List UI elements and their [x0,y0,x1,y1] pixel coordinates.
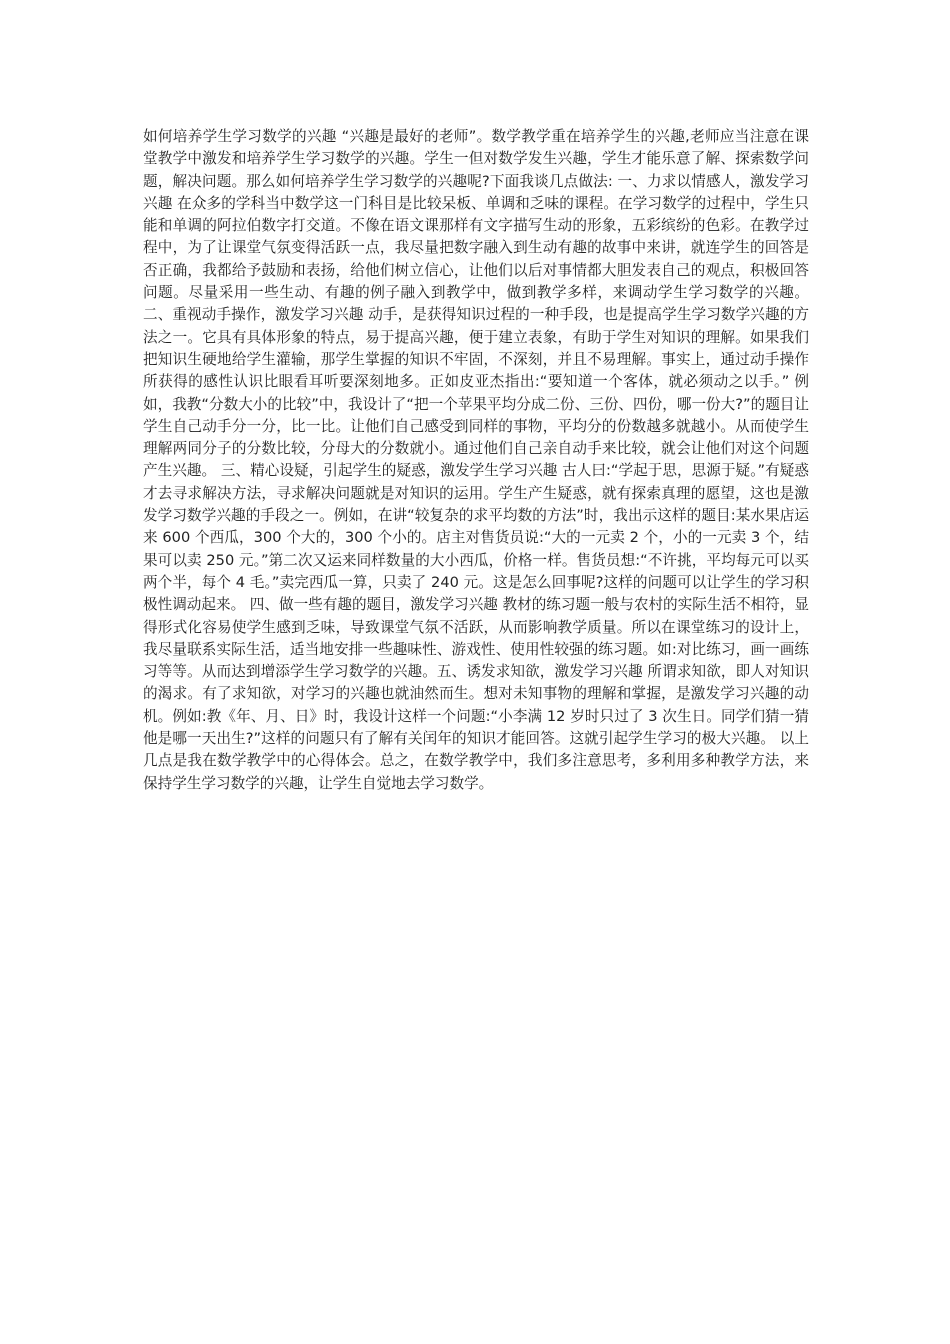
body-paragraph: 如何培养学生学习数学的兴趣 “兴趣是最好的老师”。数学教学重在培养学生的兴趣,老师应当注意在课堂教学中激发和培养学生学习数学的兴趣。学生一但对数学发生兴趣，学生才能乐意了解、探索数学问题，解决问题。那么如何培养学生学习数学的兴趣呢?下面我谈几点做法: 一、力求以情感人，激发学习兴趣 在众多的学科当中数学这一门科目是比较呆板、单调和乏味的课程。在学习数学的过程中，学生只能和单调的阿拉伯数字打交道。不像在语文课那样有文字描写生动的形象，五彩缤纷的色彩。在教学过程中，为了让课堂气氛变得活跃一点，我尽量把数字融入到生动有趣的故事中来讲，就连学生的回答是否正确，我都给予鼓励和表扬，给他们树立信心，让他们以后对事情都大胆发表自己的观点，积极回答问题。尽量采用一些生动、有趣的例子融入到教学中，做到教学多样，来调动学生学习数学的兴趣。二、重视动手操作，激发学习兴趣 动手，是获得知识过程的一种手段，也是提高学生学习数学兴趣的方法之一。它具有具体形象的特点，易于提高兴趣，便于建立表象，有助于学生对知识的理解。如果我们把知识生硬地给学生灌输，那学生掌握的知识不牢固，不深刻，并且不易理解。事实上，通过动手操作所获得的感性认识比眼看耳听要深刻地多。正如皮亚杰指出:“要知道一个客体，就必须动之以手。” 例如，我教“分数大小的比较”中，我设计了“把一个苹果平均分成二份、三份、四份，哪一份大?”的题目让学生自己动手分一分，比一比。让他们自己感受到同样的事物，平均分的份数越多就越小。从而使学生理解两同分子的分数比较，分母大的分数就小。通过他们自己亲自动手来比较，就会让他们对这个问题产生兴趣。 三、精心设疑，引起学生的疑惑，激发学生学习兴趣 古人曰:“学起于思，思源于疑。”有疑惑才去寻求解决方法，寻求解决问题就是对知识的运用。学生产生疑惑，就有探索真理的愿望，这也是激发学习数学兴趣的手段之一。例如，在讲“较复杂的求平均数的方法”时，我出示这样的题目:某水果店运来 600 个西瓜，300 个大的，300 个小的。店主对售货员说:“大的一元卖 2 个，小的一元卖 3 个，结果可以卖 250 元。”第二次又运来同样数量的大小西瓜，价格一样。售货员想:“不许挑，平均每元可以买两个半，每个 4 毛。”卖完西瓜一算，只卖了 240 元。这是怎么回事呢?这样的问题可以让学生的学习积极性调动起来。 四、做一些有趣的题目，激发学习兴趣 教材的练习题一般与农村的实际生活不相符，显得形式化容易使学生感到乏味，导致课堂气氛不活跃，从而影响教学质量。所以在课堂练习的设计上，我尽量联系实际生活，适当地安排一些趣味性、游戏性、使用性较强的练习题。如:对比练习，画一画练习等等。从而达到增添学生学习数学的兴趣。五、诱发求知欲，激发学习兴趣 所谓求知欲，即人对知识的渴求。有了求知欲，对学习的兴趣也就油然而生。想对未知事物的理解和掌握，是激发学习兴趣的动机。例如:教《年、月、日》时，我设计这样一个问题:“小李满 12 岁时只过了 3 次生日。同学们猜一猜他是哪一天出生?”这样的问题只有了解有关闰年的知识才能回答。这就引起学生学习的极大兴趣。 以上几点是我在数学教学中的心得体会。总之，在数学教学中，我们多注意思考，多利用多种教学方法，来保持学生学习数学的兴趣，让学生自觉地去学习数学。 [143,128,810,792]
document-body [143,126,809,795]
